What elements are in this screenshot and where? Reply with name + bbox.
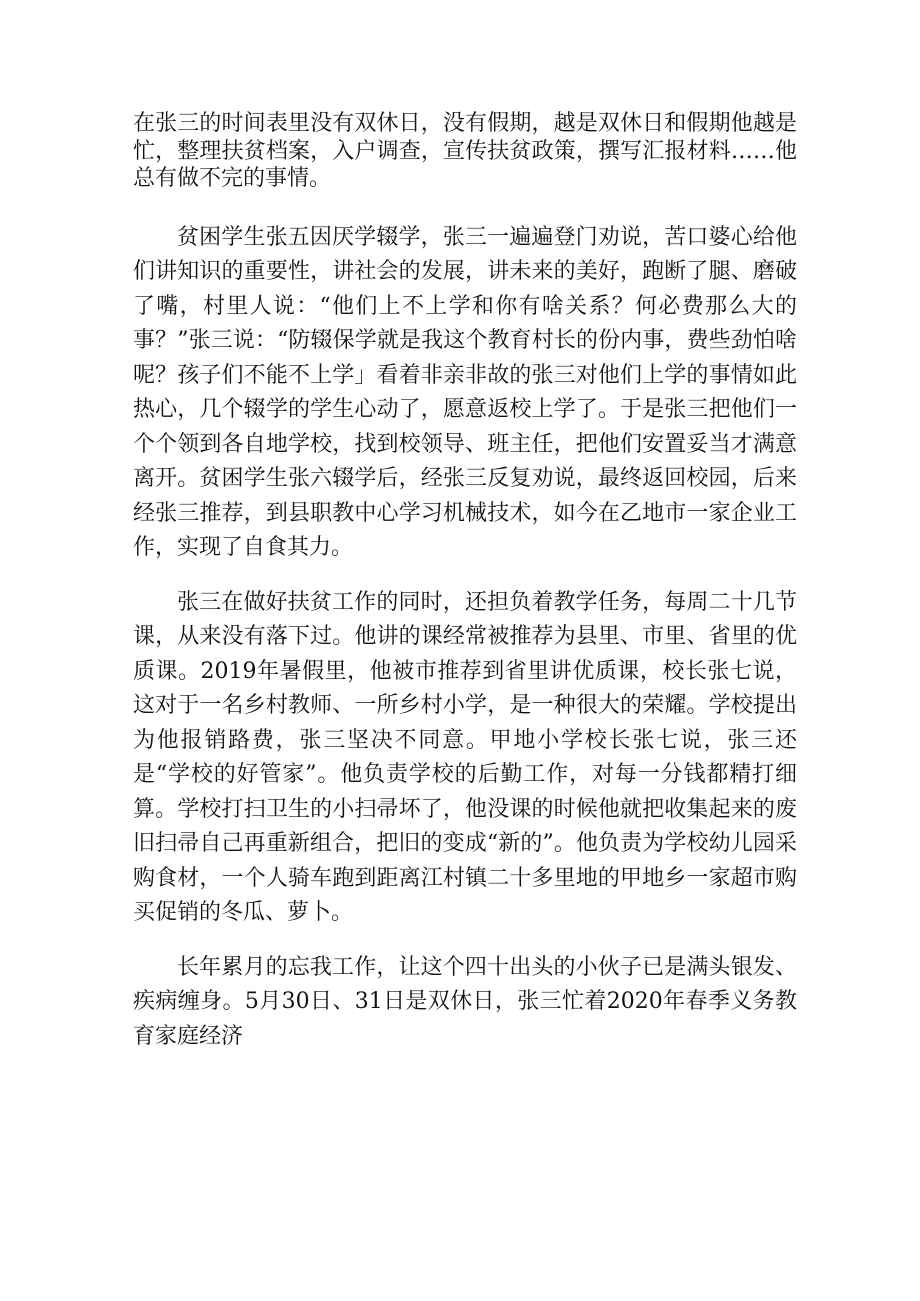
paragraph-selfless-work: 长年累月的忘我工作，让这个四十出头的小伙子已是满头银发、疾病缠身。5月30日、31日是双休日，张三忙着2020年春季义务教育家庭经济: [133, 954, 797, 1049]
body-text: [133, 110, 797, 1074]
paragraph-teaching-duties: 张三在做好扶贫工作的同时，还担负着教学任务，每周二十几节课，从来没有落下过。他讲的课经常被推荐为县里、市里、省里的优质课。2019年暑假里，他被市推荐到省里讲优质课，校长张七说，这对于一名乡村教师、一所乡村小学，是一种很大的荣耀。学校提出为他报销路费，张三坚决不同意。甲地小学校长张七说，张三还是“学校的好管家”。他负责学校的后勤工作，对每一分钱都精打细算。学校打扫卫生的小扫帚坏了，他没课的时候他就把收集起来的废旧扫帚自己再重新组合，把旧的变成“新的”。他负责为学校幼儿园采购食材，一个人骑车跑到距离江村镇二十多里地的甲地乡一家超市购买促销的冬瓜、萝卜。: [133, 589, 797, 925]
paragraph-dropout-persuasion: 贫困学生张五因厌学辍学，张三一遍遍登门劝说，苦口婆心给他们讲知识的重要性，讲社会的发展，讲未来的美好，跑断了腿、磨破了嘴，村里人说：“他们上不上学和你有啥关系？何必费那么大的事？”张三说：“防辍保学就是我这个教育村长的份内事，费些劲怕啥呢？孩子们不能不上学」看着非亲非故的张三对他们上学的事情如此热心，几个辍学的学生心动了，愿意返校上学了。于是张三把他们一个个领到各自地学校，找到校领导、班主任，把他们安置妥当才满意离开。贫困学生张六辍学后，经张三反复劝说，最终返回校园，后来经张三推荐，到县职教中心学习机械技术，如今在乙地市一家企业工作，实现了自食其力。: [133, 224, 797, 560]
paragraph-continued: 在张三的时间表里没有双休日，没有假期，越是双休日和假期他越是忙，整理扶贫档案，入户调查，宣传扶贫政策，撰写汇报材料……他总有做不完的事情。: [133, 111, 797, 191]
